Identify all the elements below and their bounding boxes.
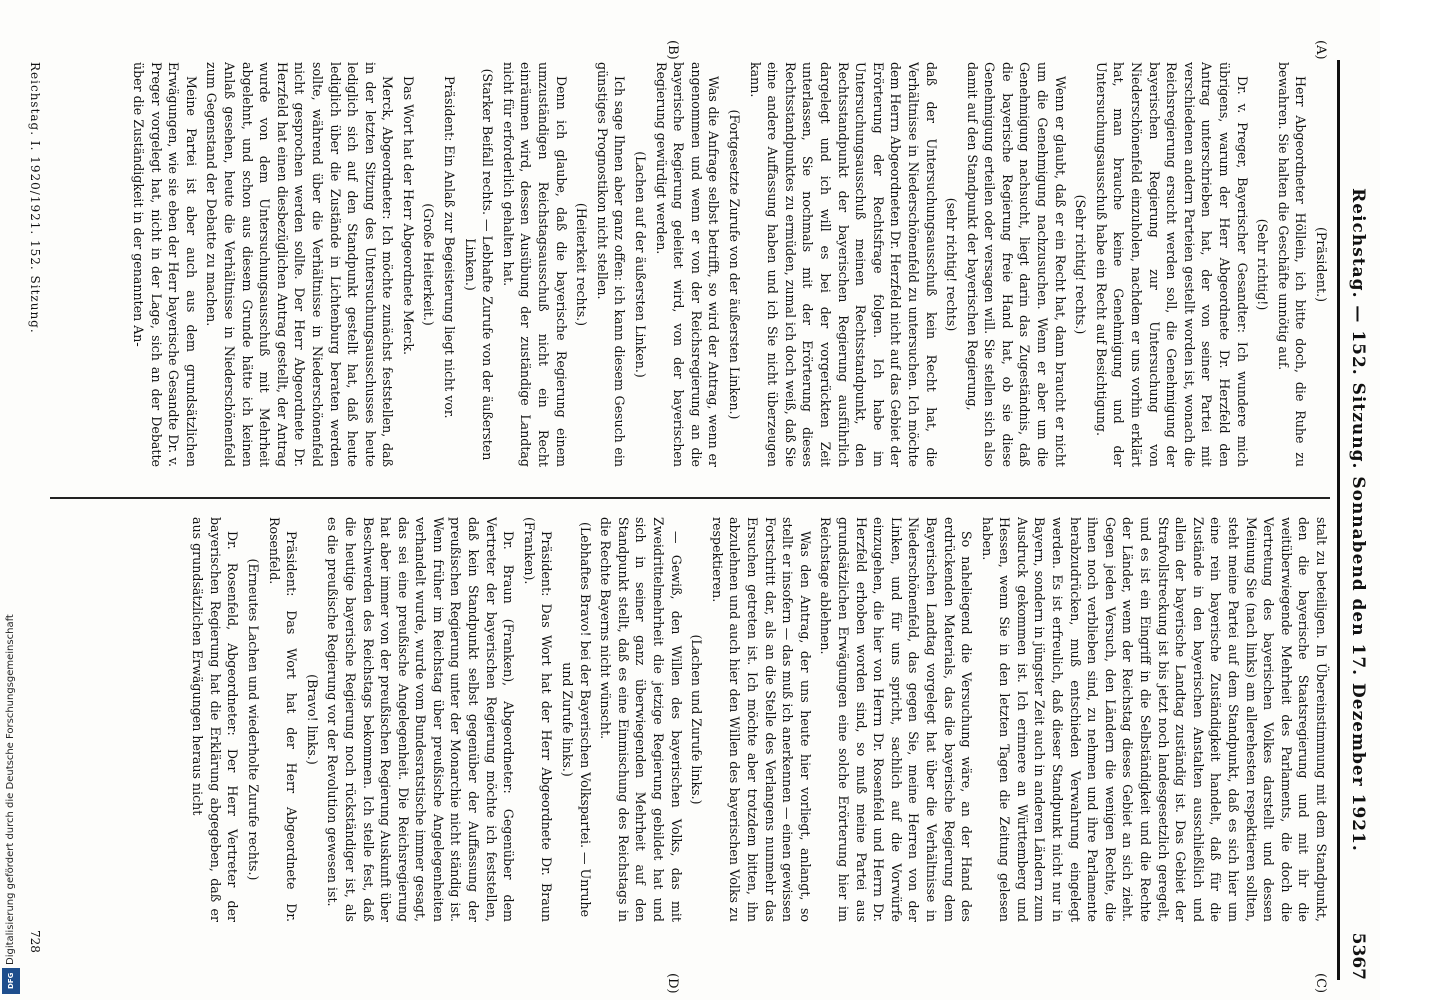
paragraph: (Starker Beifall rechts. — Lebhafte Zurufe von der äußersten Linken.) — [462, 68, 496, 461]
paragraph: Präsident: Ein Anlaß zur Begeisterung liegt nicht vor. — [442, 76, 458, 419]
paragraph: Wenn er glaubt, daß er ein Recht hat, dann braucht er nicht um die Genehmigung nachzusuchen. Wenn er aber um die Genehmigung nachsucht, liegt darin das Zugeständnis, daß die bayerische Regierung freie Hand hat, ob sie diese Genehmigung erteilen oder versagen will. Sie stellen sich also damit auf den Standpunkt der bayerischen Regierung, — [964, 62, 1068, 467]
paragraph: (Sehr richtig!) — [1255, 218, 1271, 311]
dfg-logo-icon: DFG — [2, 968, 20, 994]
paragraph: Das Wort hat der Herr Abgeordnete Merck. — [400, 76, 416, 355]
footer-session-note: Reichstag. I. 1920/1921. 152. Sitzung. — [28, 62, 42, 334]
left-text-column — [20, 62, 1330, 467]
paragraph: Was den Antrag, der uns heute hier vorliegt, anlangt, so stellt er insofern — das muß ich anerkennen — einen gewissen Fortschritt dar, als an die Stelle des Verlangens nunmehr das Ersuchen getreten ist. Ich möchte aber trotzdem bitten, ihn abzulehnen und auch hier den Willen des bayerischen Volks zu respektieren. — [709, 517, 813, 922]
paragraph: (Bravo! links.) — [304, 674, 320, 765]
column-divider — [50, 497, 1330, 499]
paragraph: (Lachen auf der äußersten Linken.) — [633, 151, 649, 378]
paragraph: Herr Abgeordneter Höllein, ich bitte doch, die Ruhe zu bewahren. Sie halten die Geschäfte unnötig auf. — [1275, 62, 1309, 467]
paragraph: Dr. Braun (Franken), Abgeordneter: Gegenüber dem Vertreter der bayerischen Regierung möchte ich feststellen, daß kein Standpunkt selbst gegenüber der Auffassung der preußischen Regierung unter der Monarchie nicht ständig ist. Wenn früher im Reichstag über preußische Angelegenheiten verhandelt wurde, wurde vom Bundesratstische immer gesagt, das sei eine preußische Angelegenheit. Die Reichsregierung hat aber immer von der preußischen Regierung Auskunft über Beschwerden des Reichstags bekommen. Ich stelle fest, daß die heutige bayerische Regierung noch rückständiger ist, als es die preußische Regierung vor der Revolution gewesen ist. — [325, 517, 517, 922]
paragraph: (Sehr richtig! rechts.) — [1073, 194, 1089, 335]
paragraph: Ich sage Ihnen aber ganz offen: ich kann diesem Gesuch ein günstiges Prognostikon nicht stellen. — [594, 62, 628, 467]
margin-mark-a: (A) — [1313, 40, 1328, 60]
paragraph: (Lebhaftes Bravo! bei der Bayerischen Volkspartei. — Unruhe und Zurufe links.) — [560, 521, 593, 918]
credit-text: Digitalisierung gefördert durch die Deutsche Forschungsgemeinschaft — [5, 614, 16, 965]
page-title: Reichstag. — 152. Sitzung. Sonnabend den 17. Dezember 1921. — [1348, 188, 1368, 852]
paragraph: (Fortgesetzte Zurufe von der äußersten Linken.) — [727, 109, 742, 420]
paragraph: stalt zu beteiligen. In Übereinstimmung mit dem Standpunkt, den die bayerische Staatsregierung und mit ihr die weitüberwiegende Mehrheit des Parlaments, die doch die Vertretung des bayerischen Volkes darstellt und dessen Meinung Sie (nach links) am allerehesten respektieren sollten, steht meine Partei auf dem Standpunkt, daß es sich hier um eine rein bayerische Zuständigkeit handelt, daß für die Zustände in den bayerischen Anstalten ausschließlich und allein der bayerische Landtag zuständig ist. Das Gebiet der Strafvollstreckung ist bis jetzt noch landesgesetzlich geregelt, und es ist ein Eingriff in die Selbständigkeit und die Rechte der Länder, wenn der Reichstag dieses Gebiet an sich zieht. Gegen jeden Versuch, den Ländern die wenigen Rechte, die ihnen noch verblieben sind, zu nehmen und ihre Parlamente herabzudrücken, muß entschieden Verwahrung eingelegt werden. Es ist erfreulich, daß dieser Standpunkt nicht nur in Bayern, sondern in jüngster Zeit auch in anderen Ländern zum Ausdruck gekommen ist. Ich erinnere an Württemberg und Hessen, wenn Sie in den letzten Tagen die Zeitung gelesen haben. — [979, 517, 1329, 922]
paragraph: Meine Partei ist aber auch aus dem grundsätzlichen Erwägungen, wie sie eben der Herr bayerische Gesandte Dr. v. Preger vorgelegt hat, nicht in der Lage, sich an der Debatte über die Zuständigkeit in der genannten An- — [131, 62, 199, 467]
paragraph: (Lachen und Zurufe links.) — [689, 634, 705, 805]
right-text-column — [20, 517, 1330, 922]
paragraph: (sehr richtig! rechts) — [944, 197, 960, 332]
page-header — [1342, 60, 1372, 980]
paragraph: So naheliegend die Versuchung wäre, an der Hand des erdrückenden Materials, das die bayerische Regierung dem Bayerischen Landtag vorgelegt hat über die Verhältnisse in Niederschönenfeld, das gegen Sie, meine Herren von der Linken, und für uns spricht, sachlich auf die Vorwürfe einzugehen, die hier von Herrn Dr. Rosenfeld und Herrn Dr. Herzfeld erhoben worden sind, so muß meine Partei aus grundsätzlichen Erwägungen eine solche Erörterung hier im Reichstage ablehnen. — [818, 517, 975, 922]
header-rule — [1337, 60, 1340, 980]
page-number: 5367 — [1348, 932, 1368, 980]
paragraph: (Erneutes Lachen und wiederholte Zurufe rechts.) — [245, 558, 261, 881]
margin-mark-d: (D) — [665, 973, 680, 994]
paragraph: Präsident: Das Wort hat der Herr Abgeordnete Dr. Rosenfeld. — [266, 517, 300, 922]
paragraph: (Präsident.) — [1314, 226, 1329, 302]
footer-sheet-number: 728 — [28, 930, 42, 953]
digitization-credit — [2, 430, 20, 965]
paragraph: Denn ich glaube, daß die bayerische Regierung einem umzuständigen Reichstagsausschuß nicht ein Recht einräumen wird, dessen Ausübung der zuständige Landtag nicht für erforderlich gehalten hat. — [500, 62, 569, 467]
margin-mark-b: (B) — [665, 40, 680, 60]
paragraph: (Große Heiterkeit.) — [421, 203, 437, 326]
paragraph: (Heiterkeit rechts.) — [574, 202, 590, 327]
paragraph: Dr. v. Preger, Bayerischer Gesandter: Ich wundere mich übrigens, warum der Herr Abgeordnete Dr. Herzfeld den Antrag unterschrieben hat, der von seiner Partei mit verschiedenen andern Parteien gestellt worden ist, wonach die Reichsregierung ersucht werden soll, die Genehmigung der bayerischen Regierung zur Untersuchung von Niederschönenfeld einzuholen, nachdem er uns vorhin erklärt hat, man brauche keine Genehmigung und der Untersuchungsausschuß habe ein Recht auf Besichtigung. — [1093, 62, 1250, 467]
paragraph: daß der Untersuchungsausschuß kein Recht hat, die Verhältnisse in Niederschönenfeld zu untersuchen. Ich möchte dem Herrn Abgeordneten Dr. Herzfeld nicht auf das Gebiet der Erörterung der Rechtsfrage folgen. Ich habe im Untersuchungsausschuß meinen Rechtsstandpunkt, den Rechtsstandpunkt der bayerischen Regierung ausführlich dargelegt und ich will es bei der vorgerückten Zeit unterlassen, Sie nochmals mit der Erörterung dieses Rechtsstandpunktes zu ermüden, zumal ich doch weiß, daß Sie eine andere Auffassung haben und ich Sie nicht überzeugen kann. — [747, 62, 939, 467]
paragraph: Präsident: Das Wort hat der Herr Abgeordnete Dr. Braun (Franken). — [521, 517, 555, 922]
paragraph: Merck, Abgeordneter: Ich möchte zunächst feststellen, daß in der letzten Sitzung des Untersuchungsausschusses heute lediglich sich auf den Standpunkt gestellt hat, daß heute lediglich über die Zustände in Lichtenburg beraten werden sollte, während über die Verhältnisse in Niederschönenfeld nicht gesprochen werden sollte. Der Herr Abgeordnete Dr. Herzfeld hat einen diesbezüglichen Antrag gestellt, der Antrag wurde von dem Untersuchungsausschuß mit Mehrheit abgelehnt, und schon aus diesem Grunde hätte ich keinen Anlaß gesehen, heute die Verhältnisse in Niederschönenfeld zum Gegenstand der Debatte zu machen. — [204, 62, 396, 467]
paragraph: Was die Anfrage selbst betrifft, so wird der Antrag, wenn er angenommen und wenn er von der Reichsregierung an die bayerische Regierung geleitet wird, von der bayerischen Regierung gewürdigt werden. — [653, 62, 722, 467]
margin-mark-c: (C) — [1313, 973, 1328, 994]
paragraph: — Gewiß, den Willen des bayerischen Volks, das mit Zweidrittelmehrheit die jetzige Regierung gebildet hat und sich in seiner ganz überwiegenden Mehrheit auf den Standpunkt stellt, daß es eine Einmischung des Reichstags in die Rechte Bayerns nicht wünscht. — [598, 517, 684, 922]
paragraph: Dr. Rosenfeld, Abgeordneter: Der Herr Vertreter der bayerischen Regierung hat die Erklärung abgegeben, daß er aus grundsätzlichen Erwägungen heraus nicht — [190, 517, 241, 922]
